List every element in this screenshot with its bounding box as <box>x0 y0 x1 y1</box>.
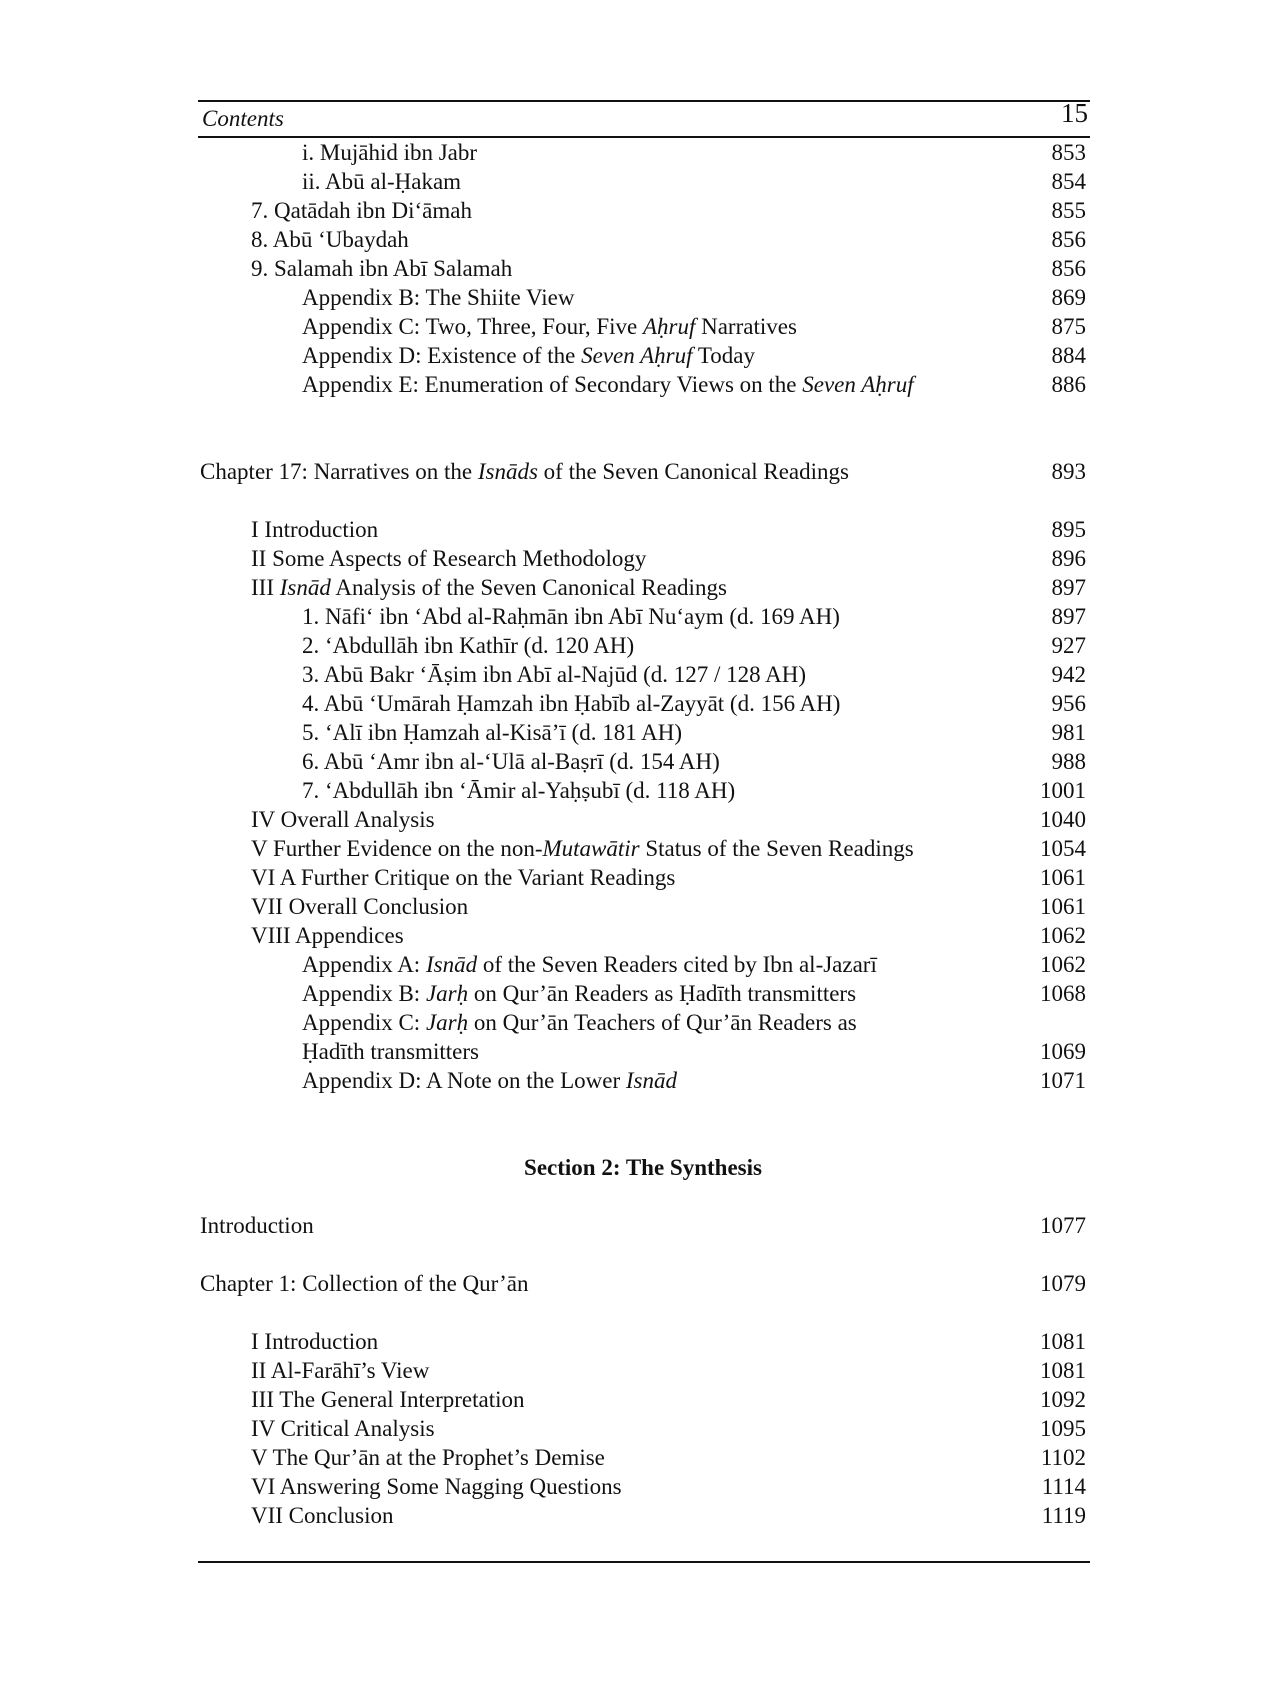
toc-entry[interactable] <box>200 1037 1086 1066</box>
toc-entry[interactable] <box>200 979 1086 1008</box>
toc-entry-page: 1062 <box>1040 952 1086 977</box>
toc-entry-title: Appendix B: The Shiite View <box>302 285 575 310</box>
toc-entry-page: 1081 <box>1040 1358 1086 1383</box>
toc-entry[interactable] <box>200 283 1086 312</box>
spacer <box>200 1124 1086 1153</box>
toc-entry-page: 856 <box>1051 256 1086 281</box>
toc-entry[interactable] <box>200 225 1086 254</box>
toc-entry[interactable] <box>200 718 1086 747</box>
toc-entry[interactable] <box>200 544 1086 573</box>
spacer <box>200 1182 1086 1211</box>
toc-entry-page: 1068 <box>1040 981 1086 1006</box>
toc-entry-title: 7. Qatādah ibn Di‘āmah <box>251 198 472 223</box>
toc-entry-page: 884 <box>1051 343 1086 368</box>
toc-entry-page: 1040 <box>1040 807 1086 832</box>
toc-entry-page: 1071 <box>1040 1068 1086 1093</box>
toc-entry-title: 7. ‘Abdullāh ibn ‘Āmir al-Yaḥṣubī (d. 118 AH) <box>302 778 736 803</box>
toc-entry[interactable] <box>200 1066 1086 1095</box>
toc-entry-page: 1102 <box>1040 1445 1086 1470</box>
toc-entry-page: 875 <box>1051 314 1086 339</box>
toc-entry[interactable] <box>200 573 1086 602</box>
toc-entry[interactable] <box>200 834 1086 863</box>
toc-entry-title: 5. ‘Alī ibn Ḥamzah al-Kisā’ī (d. 181 AH) <box>302 720 683 745</box>
toc-entry[interactable] <box>200 138 1086 167</box>
toc-entry-title: VI Answering Some Nagging Questions <box>251 1474 622 1499</box>
toc-entry[interactable] <box>200 1385 1086 1414</box>
toc-entry-title: Appendix B: Jarḥ on Qur’ān Readers as Ḥadīth transmitters <box>302 981 857 1006</box>
toc-entry-page: 869 <box>1051 285 1086 310</box>
toc-entry-page: 854 <box>1051 169 1086 194</box>
spacer <box>200 1240 1086 1269</box>
toc-entry-page: 1001 <box>1040 778 1086 803</box>
toc-entry-page: 1062 <box>1040 923 1086 948</box>
toc-entry[interactable] <box>200 689 1086 718</box>
toc-entry[interactable] <box>200 1356 1086 1385</box>
toc-entry-page: 886 <box>1051 372 1086 397</box>
toc-entry-title: IV Overall Analysis <box>251 807 435 832</box>
toc-entry[interactable] <box>200 1414 1086 1443</box>
toc-entry-title: Appendix E: Enumeration of Secondary Views on the Seven Aḥruf <box>302 372 914 397</box>
toc-entry-title: VIII Appendices <box>251 923 404 948</box>
toc-entry-page: 1095 <box>1040 1416 1086 1441</box>
toc-entry[interactable] <box>200 1008 1086 1037</box>
toc-entry-title: ii. Abū al-Ḥakam <box>302 169 462 194</box>
toc-entry-title: 9. Salamah ibn Abī Salamah <box>251 256 513 281</box>
spacer <box>200 399 1086 428</box>
toc-entry[interactable] <box>200 254 1086 283</box>
toc-entry[interactable] <box>200 1501 1086 1530</box>
toc-entry-title: Appendix A: Isnād of the Seven Readers cited by Ibn al-Jazarī <box>302 952 877 977</box>
toc-entry-page: 988 <box>1051 749 1086 774</box>
spacer <box>200 486 1086 515</box>
toc-entry-title: Introduction <box>200 1213 314 1238</box>
toc-entry-page: 855 <box>1051 198 1086 223</box>
toc-entry-page: 895 <box>1051 517 1086 542</box>
toc-entry-title: I Introduction <box>251 517 379 542</box>
toc-entry-page: 942 <box>1051 662 1086 687</box>
toc-chapter-1[interactable] <box>200 1269 1086 1298</box>
toc-entry[interactable] <box>200 921 1086 950</box>
toc-entry-page: 897 <box>1051 604 1086 629</box>
toc-entry[interactable] <box>200 196 1086 225</box>
toc-entry[interactable] <box>200 950 1086 979</box>
toc-entry-page: 1119 <box>1041 1503 1086 1528</box>
table-of-contents <box>200 138 1086 1530</box>
toc-entry-title: III The General Interpretation <box>251 1387 525 1412</box>
toc-entry-title: III Isnād Analysis of the Seven Canonical Readings <box>251 575 727 600</box>
toc-entry-page: 1054 <box>1040 836 1086 861</box>
toc-entry[interactable] <box>200 631 1086 660</box>
toc-entry-title: V Further Evidence on the non-Mutawātir Status of the Seven Readings <box>251 836 914 861</box>
toc-entry[interactable] <box>200 167 1086 196</box>
toc-entry-page: 1061 <box>1040 865 1086 890</box>
running-header <box>198 100 1090 138</box>
toc-entry-page: 896 <box>1051 546 1086 571</box>
section-heading: Section 2: The Synthesis <box>524 1155 762 1180</box>
toc-entry-title: Ḥadīth transmitters <box>302 1039 479 1064</box>
toc-entry-title: 2. ‘Abdullāh ibn Kathīr (d. 120 AH) <box>302 633 635 658</box>
toc-entry[interactable] <box>200 341 1086 370</box>
toc-entry-title: Appendix D: Existence of the Seven Aḥruf Today <box>302 343 755 368</box>
toc-entry-page: 1061 <box>1040 894 1086 919</box>
toc-entry-title: 8. Abū ‘Ubaydah <box>251 227 409 252</box>
toc-entry-title: V The Qur’ān at the Prophet’s Demise <box>251 1445 605 1470</box>
toc-entry-page: 893 <box>1051 459 1086 484</box>
toc-entry-title: Chapter 17: Narratives on the Isnāds of the Seven Canonical Readings <box>200 459 849 484</box>
toc-entry-title: IV Critical Analysis <box>251 1416 435 1441</box>
toc-entry-title: 1. Nāfi‘ ibn ‘Abd al-Raḥmān ibn Abī Nu‘aym (d. 169 AH) <box>302 604 840 629</box>
toc-entry[interactable] <box>200 805 1086 834</box>
toc-entry-page: 856 <box>1051 227 1086 252</box>
toc-entry[interactable] <box>200 776 1086 805</box>
page-number: 15 <box>1061 98 1088 128</box>
toc-entry-title: VII Conclusion <box>251 1503 394 1528</box>
toc-entry[interactable] <box>200 1327 1086 1356</box>
toc-entry[interactable] <box>200 370 1086 399</box>
toc-entry-page: 956 <box>1051 691 1086 716</box>
toc-entry-page: 927 <box>1051 633 1086 658</box>
toc-chapter-17[interactable] <box>200 457 1086 486</box>
toc-entry-title: i. Mujāhid ibn Jabr <box>302 140 478 165</box>
toc-entry[interactable] <box>200 312 1086 341</box>
toc-entry[interactable] <box>200 892 1086 921</box>
toc-entry[interactable] <box>200 863 1086 892</box>
spacer <box>200 1095 1086 1124</box>
toc-entry[interactable] <box>200 602 1086 631</box>
toc-entry-page: 853 <box>1051 140 1086 165</box>
toc-entry-title: 6. Abū ‘Amr ibn al-‘Ulā al-Baṣrī (d. 154 AH) <box>302 749 720 774</box>
toc-entry[interactable] <box>200 1472 1086 1501</box>
toc-entry[interactable] <box>200 515 1086 544</box>
toc-entry[interactable] <box>200 747 1086 776</box>
toc-entry-title: II Some Aspects of Research Methodology <box>251 546 647 571</box>
running-header-title: Contents <box>202 106 284 131</box>
toc-entry-page: 1114 <box>1041 1474 1086 1499</box>
toc-entry-page: 1092 <box>1040 1387 1086 1412</box>
toc-entry[interactable] <box>200 660 1086 689</box>
toc-entry-page: 1081 <box>1040 1329 1086 1354</box>
toc-entry-page: 1069 <box>1040 1039 1086 1064</box>
toc-entry-title: I Introduction <box>251 1329 379 1354</box>
toc-entry-page: 981 <box>1051 720 1086 745</box>
toc-entry-title: VI A Further Critique on the Variant Readings <box>251 865 676 890</box>
toc-entry-title: Appendix C: Jarḥ on Qur’ān Teachers of Qur’ān Readers as <box>302 1010 857 1035</box>
toc-entry-title: Appendix D: A Note on the Lower Isnād <box>302 1068 677 1093</box>
spacer <box>200 1298 1086 1327</box>
toc-entry-title: 3. Abū Bakr ‘Āṣim ibn Abī al-Najūd (d. 127 / 128 AH) <box>302 662 807 687</box>
toc-entry-title: 4. Abū ‘Umārah Ḥamzah ibn Ḥabīb al-Zayyāt (d. 156 AH) <box>302 691 841 716</box>
toc-entry-title: Appendix C: Two, Three, Four, Five Aḥruf Narratives <box>302 314 797 339</box>
toc-introduction[interactable] <box>200 1211 1086 1240</box>
toc-entry-title: Chapter 1: Collection of the Qur’ān <box>200 1271 529 1296</box>
toc-entry-page: 897 <box>1051 575 1086 600</box>
toc-entry-page: 1077 <box>1040 1213 1086 1238</box>
footer-rule <box>198 1561 1090 1563</box>
toc-entry-page: 1079 <box>1040 1271 1086 1296</box>
toc-entry-title: II Al-Farāhī’s View <box>251 1358 430 1383</box>
spacer <box>200 428 1086 457</box>
toc-entry-title: VII Overall Conclusion <box>251 894 469 919</box>
toc-entry[interactable] <box>200 1443 1086 1472</box>
